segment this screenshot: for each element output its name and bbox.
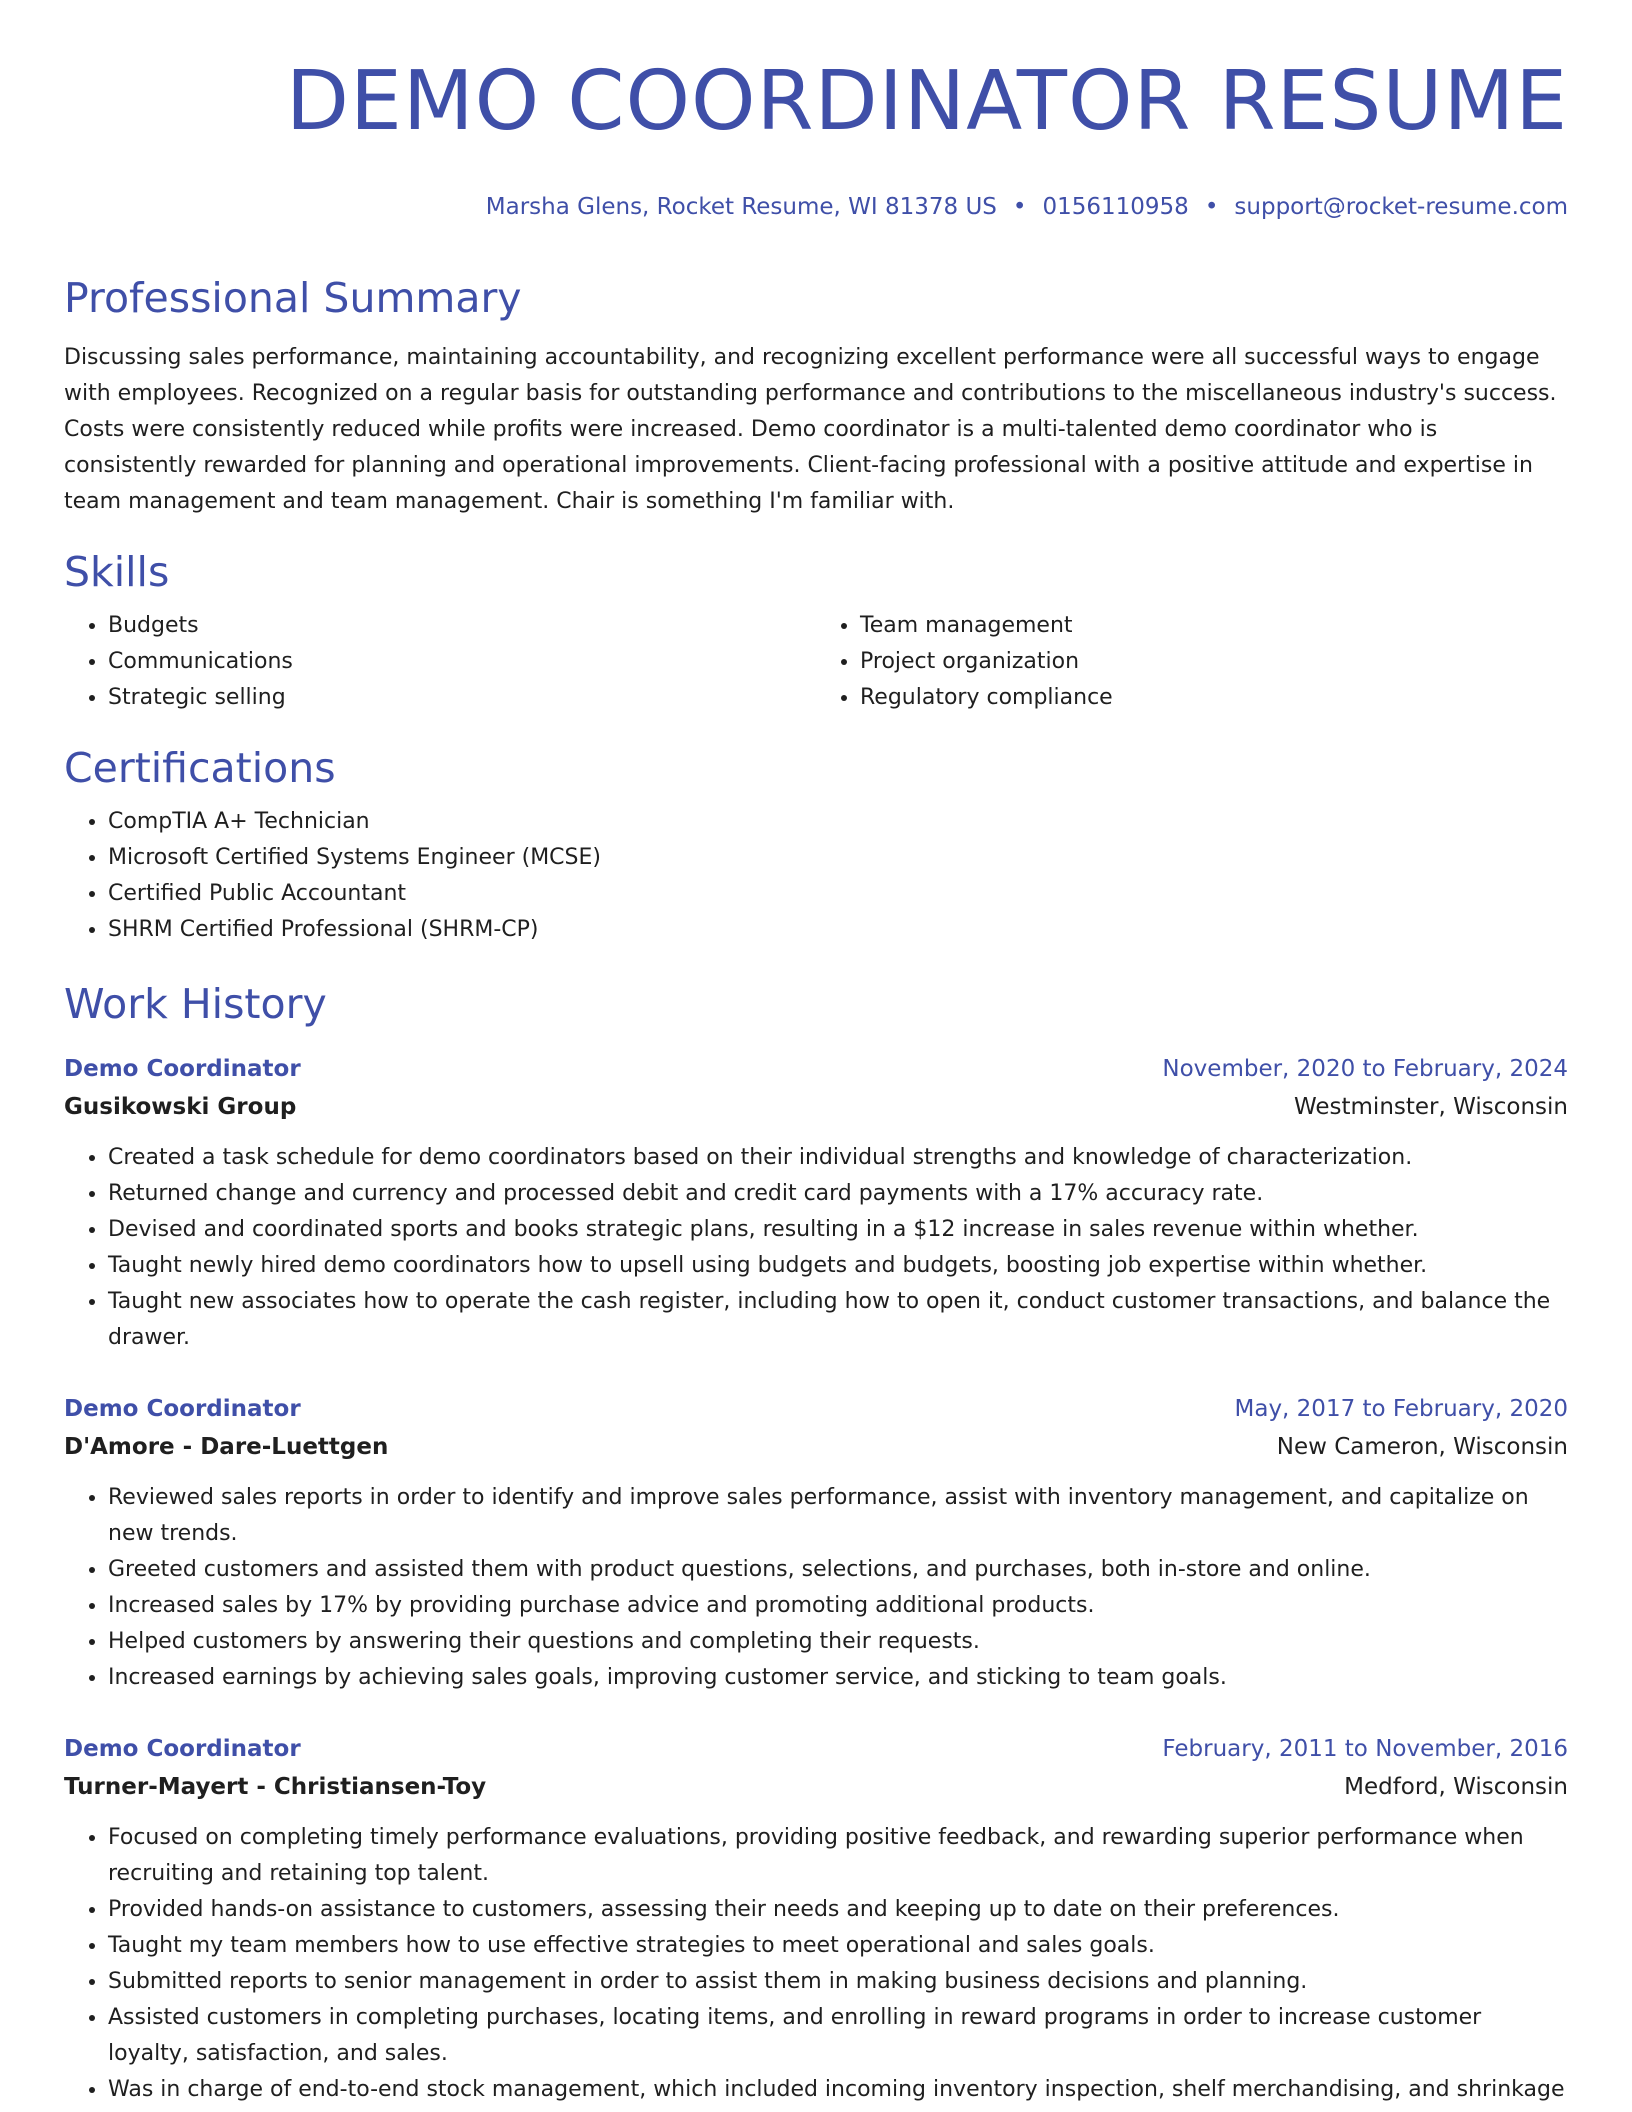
duty-item: • Assisted customers in completing purchases, locating items, and enrolling in reward programs in order to increase customer loyalty, satisfaction, and sales. <box>108 2000 1568 2072</box>
job-duties <box>64 1140 1568 1356</box>
job-entry <box>64 1050 1568 1356</box>
job-role: Demo Coordinator <box>64 1396 301 1422</box>
contact-email[interactable]: support@rocket-resume.com <box>1234 194 1568 220</box>
contact-line <box>64 190 1568 224</box>
job-dates: May, 2017 to February, 2020 <box>1234 1396 1568 1422</box>
contact-separator: • <box>1012 194 1027 220</box>
certifications-list <box>64 804 1568 948</box>
duty-item: • Returned change and currency and processed debit and credit card payments with a 17% accuracy rate. <box>108 1176 1568 1212</box>
job-company: D'Amore - Dare-Luettgen <box>64 1434 389 1460</box>
certifications-heading: Certifications <box>64 744 336 792</box>
job-header <box>64 1730 1568 1768</box>
summary-text: Discussing sales performance, maintaining accountability, and recognizing excellent performance were all successful ways to engage with employees. Recognized on a regular basis for outstanding performance and contributions to the miscellaneous industry's success. Costs were consistently reduced while profits were increased. Demo coordinator is a multi-talented demo coordinator who is consistently rewarded for planning and operational improvements. Client-facing professional with a positive attitude and expertise in team management and team management. Chair is something I'm familiar with. <box>64 345 1557 514</box>
job-subheader <box>64 1768 1568 1806</box>
job-company: Turner-Mayert - Christiansen-Toy <box>64 1774 487 1800</box>
contact-address: Marsha Glens, Rocket Resume, WI 81378 US <box>485 194 997 220</box>
job-role: Demo Coordinator <box>64 1736 301 1762</box>
duty-item: • Increased earnings by achieving sales goals, improving customer service, and sticking to team goals. <box>108 1660 1568 1696</box>
duty-item: • Provided hands-on assistance to customers, assessing their needs and keeping up to date on their preferences. <box>108 1892 1568 1928</box>
duty-item: • Taught my team members how to use effective strategies to meet operational and sales goals. <box>108 1928 1568 1964</box>
duty-item: • Helped customers by answering their questions and completing their requests. <box>108 1624 1568 1660</box>
job-dates: February, 2011 to November, 2016 <box>1162 1736 1568 1762</box>
resume-title: DEMO COORDINATOR RESUME <box>285 54 1568 149</box>
skill-item: • Budgets <box>108 608 816 644</box>
duty-item: • Greeted customers and assisted them with product questions, selections, and purchases, both in-store and online. <box>108 1552 1568 1588</box>
job-entry <box>64 1390 1568 1696</box>
job-location: Medford, Wisconsin <box>1344 1774 1568 1800</box>
job-duties <box>64 1820 1568 2108</box>
certification-item: • Certified Public Accountant <box>108 876 1568 912</box>
duty-item: • Created a task schedule for demo coordinators based on their individual strengths and knowledge of characterization. <box>108 1140 1568 1176</box>
certification-item: • CompTIA A+ Technician <box>108 804 1568 840</box>
duty-item: • Was in charge of end-to-end stock management, which included incoming inventory inspection, shelf merchandising, and shrinkage <box>108 2072 1568 2108</box>
job-location: New Cameron, Wisconsin <box>1276 1434 1568 1460</box>
job-subheader <box>64 1088 1568 1126</box>
job-subheader <box>64 1428 1568 1466</box>
duty-item: • Devised and coordinated sports and books strategic plans, resulting in a $12 increase in sales revenue within whether. <box>108 1212 1568 1248</box>
skills-list <box>64 608 1568 716</box>
work-history-heading: Work History <box>64 980 327 1028</box>
duty-item: • Focused on completing timely performance evaluations, providing positive feedback, and rewarding superior performance when recruiting and retaining top talent. <box>108 1820 1568 1892</box>
duty-item: • Taught new associates how to operate the cash register, including how to open it, conduct customer transactions, and balance the drawer. <box>108 1284 1568 1356</box>
duty-item: • Submitted reports to senior management in order to assist them in making business decisions and planning. <box>108 1964 1568 2000</box>
certification-item: • Microsoft Certified Systems Engineer (MCSE) <box>108 840 1568 876</box>
job-company: Gusikowski Group <box>64 1094 297 1120</box>
job-header <box>64 1390 1568 1428</box>
skill-item: • Communications <box>108 644 816 680</box>
duty-item: • Taught newly hired demo coordinators how to upsell using budgets and budgets, boosting job expertise within whether. <box>108 1248 1568 1284</box>
skill-item: • Team management <box>860 608 1568 644</box>
job-entry <box>64 1730 1568 2108</box>
skill-item: • Strategic selling <box>108 680 816 716</box>
job-dates: November, 2020 to February, 2024 <box>1162 1056 1568 1082</box>
contact-phone: 0156110958 <box>1042 194 1189 220</box>
skill-item: • Project organization <box>860 644 1568 680</box>
skills-column-left <box>64 608 816 716</box>
job-duties <box>64 1480 1568 1696</box>
job-location: Westminster, Wisconsin <box>1293 1094 1568 1120</box>
job-role: Demo Coordinator <box>64 1056 301 1082</box>
skills-column-right <box>816 608 1568 716</box>
duty-item: • Reviewed sales reports in order to identify and improve sales performance, assist with inventory management, and capitalize on new trends. <box>108 1480 1568 1552</box>
skill-item: • Regulatory compliance <box>860 680 1568 716</box>
job-header <box>64 1050 1568 1088</box>
skills-heading: Skills <box>64 548 170 596</box>
contact-separator: • <box>1204 194 1219 220</box>
certification-item: • SHRM Certified Professional (SHRM-CP) <box>108 912 1568 948</box>
summary-heading: Professional Summary <box>64 274 522 322</box>
duty-item: • Increased sales by 17% by providing purchase advice and promoting additional products. <box>108 1588 1568 1624</box>
